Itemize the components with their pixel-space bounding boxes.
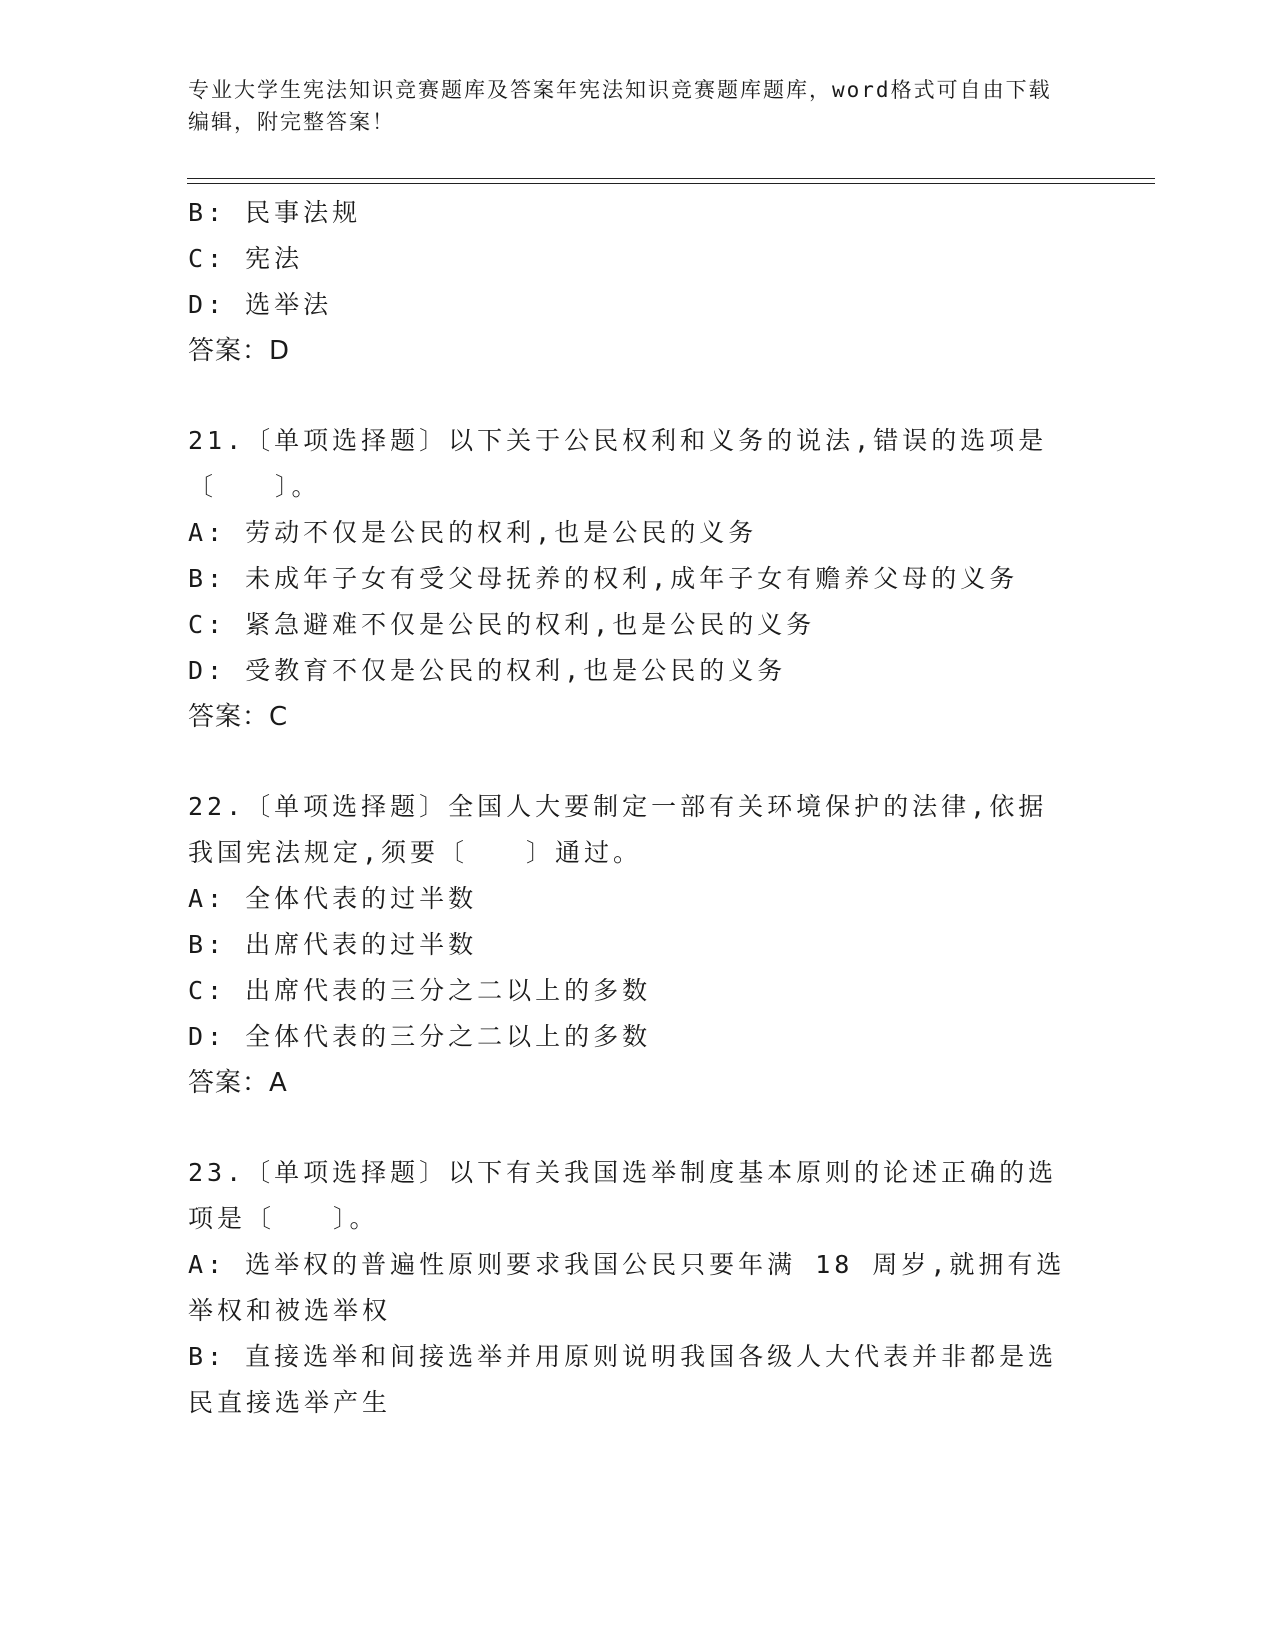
option-d: D: 全体代表的三分之二以上的多数 (188, 1022, 652, 1051)
question-23 (188, 1150, 1068, 1426)
option-a: A: 选举权的普遍性原则要求我国公民只要年满 18 周岁,就拥有选举权和被选举权 (188, 1250, 1066, 1325)
option-b: B: 出席代表的过半数 (188, 930, 478, 959)
option-b: B: 未成年子女有受父母抚养的权利,成年子女有赡养父母的义务 (188, 564, 1019, 593)
question-text: 22.〔单项选择题〕全国人大要制定一部有关环境保护的法律,依据我国宪法规定,须要〔 〕通过。 (188, 792, 1048, 867)
question-text: 23.〔单项选择题〕以下有关我国选举制度基本原则的论述正确的选项是〔 〕。 (188, 1158, 1058, 1233)
option-d: D: 选举法 (188, 290, 333, 319)
option-b: B: 民事法规 (188, 198, 362, 227)
prev-question-block (188, 190, 1068, 374)
question-content (188, 190, 1068, 1426)
question-text: 21.〔单项选择题〕以下关于公民权利和义务的说法,错误的选项是〔 〕。 (188, 426, 1048, 501)
header-divider-bottom (187, 183, 1155, 184)
option-c: C: 紧急避难不仅是公民的权利,也是公民的义务 (188, 610, 816, 639)
answer-text: 答案：C (188, 702, 289, 732)
option-a: A: 劳动不仅是公民的权利,也是公民的义务 (188, 518, 758, 547)
question-21 (188, 418, 1068, 740)
header-divider-top (187, 178, 1155, 179)
question-22 (188, 784, 1068, 1106)
option-c: C: 宪法 (188, 244, 304, 273)
option-b: B: 直接选举和间接选举并用原则说明我国各级人大代表并非都是选民直接选举产生 (188, 1342, 1058, 1417)
document-header: 专业大学生宪法知识竞赛题库及答案年宪法知识竞赛题库题库，word格式可自由下载编辑，附完整答案！ (188, 78, 1052, 134)
option-a: A: 全体代表的过半数 (188, 884, 478, 913)
option-d: D: 受教育不仅是公民的权利,也是公民的义务 (188, 656, 787, 685)
answer-text: 答案：D (188, 336, 291, 366)
option-c: C: 出席代表的三分之二以上的多数 (188, 976, 652, 1005)
answer-text: 答案：A (188, 1068, 288, 1098)
